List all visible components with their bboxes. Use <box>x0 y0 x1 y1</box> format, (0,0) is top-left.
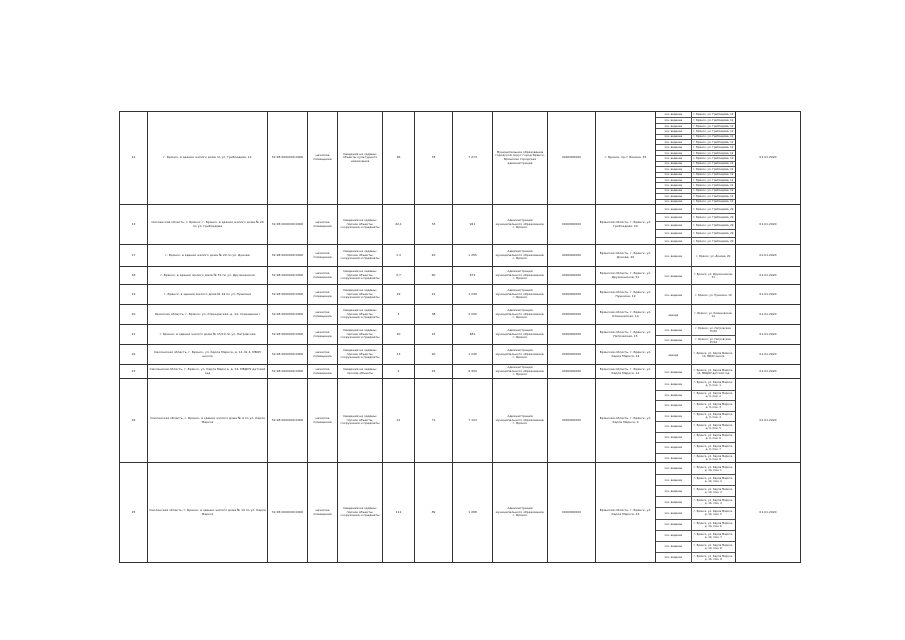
right-type-cell: хоз. ведение <box>656 189 692 193</box>
premises-subrow <box>656 421 735 432</box>
type-cell: нежилое помещение <box>308 345 338 364</box>
premises-address-cell: г. Брянск, ул. Петровская, 15/10 <box>695 327 732 333</box>
premises-subrow <box>656 442 735 453</box>
right-type-cell: хоз. ведение <box>656 433 692 443</box>
inn-cell: 0000000000 <box>548 379 596 462</box>
cost-cell: 672 <box>453 267 493 284</box>
area-cell: 19 <box>383 285 415 304</box>
purpose-cell: Сведения не заданы; прочие объекты, сооружения и предметы <box>338 285 383 304</box>
holder-addr-cell: Брянская область, г. Брянск, ул. Карла Маркса, 14 <box>596 345 656 364</box>
holder-cell: Администрация муниципального образования, г. Брянск <box>493 205 548 244</box>
right-type-cell: хоз. ведение <box>656 167 692 171</box>
address-cell: г. Брянск, в здании жилого дома № 51 по ул. Дружинников <box>148 267 268 284</box>
premises-sublist <box>656 112 736 204</box>
holder-addr-cell: Брянская область, г. Брянск, ул. Клинцовская, 14 <box>596 305 656 324</box>
type-cell: нежилое помещение <box>308 365 338 378</box>
premises-address-cell: г. Брянск, ул. Карла Маркса, д. 9, пом. 4 <box>693 413 733 420</box>
premises-sublist <box>656 305 736 324</box>
right-type-cell: хоз. ведение <box>656 162 692 166</box>
cadastral-cell: 32:28:0000000:0000 <box>268 267 308 284</box>
num-cell: 22 <box>120 345 148 364</box>
premises-address-cell: г. Брянск, ул. Петровская, 15/10 <box>695 337 732 344</box>
floors-cell: 20 <box>415 345 453 364</box>
premises-address-cell: г. Брянск, ул. Карла Маркса, 14, МБДОУ детский сад <box>693 369 733 375</box>
right-type-cell: хоз. ведение <box>656 412 692 422</box>
premises-subrow <box>656 325 735 335</box>
premises-address-cell: г. Брянск, ул. Грибоедова, 20 <box>693 240 734 243</box>
right-type-cell: хоз. ведение <box>656 325 692 335</box>
cost-cell: 1 268 <box>453 463 493 562</box>
right-type-cell: хоз. ведение <box>656 112 692 117</box>
date-cell: 01.01.2020 <box>759 291 777 296</box>
property-register-table <box>119 111 801 563</box>
type-cell: нежилое помещение <box>308 325 338 344</box>
purpose-cell: Сведения не заданы; прочие объекты <box>338 365 383 378</box>
premises-subrow <box>656 267 735 285</box>
type-cell: нежилое помещение <box>308 379 338 462</box>
premises-address-cell: г. Брянск, ул. Карла Маркса, д. 9, пом. 1 <box>693 381 733 388</box>
purpose-cell: Сведения не заданы; прочие объекты, сооружения и предметы <box>338 379 383 462</box>
premises-address-cell: г. Брянск, ул. Грибоедова, 12 <box>693 151 734 155</box>
purpose-cell: Сведения не заданы; объекты культурного назначения <box>338 112 383 204</box>
premises-sublist <box>656 325 736 344</box>
floors-cell: 78 <box>415 112 453 204</box>
cadastral-cell: 32:28:0000000:0000 <box>268 325 308 344</box>
holder-addr-cell: Брянская область, г. Брянск, ул. Карла Маркса, 14 <box>596 463 656 562</box>
date-cell: 01.01.2020 <box>759 417 777 422</box>
date-cell: 01.01.2020 <box>759 509 777 514</box>
table-row <box>120 204 800 244</box>
premises-address-cell: г. Брянск, ул. Грибоедова, 12 <box>693 113 734 117</box>
holder-cell: Администрация муниципального образования, г. Брянск <box>493 267 548 284</box>
cost-cell: 9 304 <box>453 365 493 378</box>
premises-address-cell: г. Брянск, ул. Карла Маркса, д. 14, пом. 3 <box>693 488 733 495</box>
premises-subrow <box>656 345 735 365</box>
premises-subrow <box>656 552 735 563</box>
date-cell: 01.01.2020 <box>759 272 777 277</box>
right-type-cell: хоз. ведение <box>656 285 692 305</box>
premises-address-cell: г. Брянск, ул. Клинцовская, 14 <box>694 312 733 318</box>
inn-cell: 0000000000 <box>548 112 596 204</box>
premises-address-cell: г. Брянск, ул. Грибоедова, 20 <box>693 232 734 235</box>
premises-address-cell: г. Брянск, ул. Грибоедова, 12 <box>693 140 734 144</box>
date-cell: 01.01.2020 <box>759 221 777 226</box>
premises-subrow <box>656 221 735 229</box>
table-row <box>120 378 800 462</box>
cadastral-cell: 32:28:0000000:0000 <box>268 379 308 462</box>
premises-subrow <box>656 229 735 237</box>
floors-cell: 20 <box>415 245 453 266</box>
date-cell: 01.01.2020 <box>759 311 777 316</box>
right-type-cell: хоз. ведение <box>656 245 692 267</box>
num-cell: 17 <box>120 245 148 266</box>
premises-subrow <box>656 400 735 411</box>
floors-cell: 71 <box>415 379 453 462</box>
holder-cell: Администрация муниципального образования, г. Брянск <box>493 365 548 378</box>
right-type-cell: хоз. ведение <box>656 336 692 345</box>
address-cell: Смоленская область, г. Брянск, ул. Карла Маркса, д. 14, МБДОУ детский сад <box>148 365 268 378</box>
right-type-cell: хоз. ведение <box>656 475 692 485</box>
right-type-cell: хоз. ведение <box>656 238 692 245</box>
premises-subrow <box>656 213 735 221</box>
premises-address-cell: г. Брянск, ул. Грибоедова, 12 <box>693 173 734 177</box>
date-cell: 01.01.2020 <box>759 368 777 373</box>
premises-address-cell: г. Брянск, ул. Карла Маркса, д. 9, пом. 6 <box>693 434 733 441</box>
num-cell: 12 <box>120 112 148 204</box>
premises-subrow <box>656 365 735 379</box>
area-cell: 112 <box>383 463 415 562</box>
purpose-cell: Сведения не заданы; прочие объекты, сооружения и предметы <box>338 345 383 364</box>
floors-cell: 89 <box>415 463 453 562</box>
right-type-cell: хоз. ведение <box>656 401 692 411</box>
type-cell: нежилое помещение <box>308 245 338 266</box>
premises-subrow <box>656 411 735 422</box>
address-cell: Брянская область, г. Брянск, ул. Клинцовская, д. 14, помещение I <box>148 305 268 324</box>
right-type-cell: хоз. ведение <box>656 214 692 221</box>
inn-cell: 0000000000 <box>548 365 596 378</box>
premises-subrow <box>656 485 735 496</box>
right-type-cell: хоз. ведение <box>656 454 692 464</box>
premises-subrow <box>656 432 735 443</box>
cadastral-cell: 32:28:0000000:0000 <box>268 463 308 562</box>
date-cell: 01.01.2020 <box>759 252 777 257</box>
table-row <box>120 364 800 378</box>
premises-sublist <box>656 267 736 284</box>
premises-address-cell: г. Брянск, ул. Грибоедова, 12 <box>693 119 734 123</box>
premises-address-cell: г. Брянск, ул. Грибоедова, 20 <box>693 216 734 219</box>
table-row <box>120 344 800 364</box>
type-cell: нежилое помещение <box>308 267 338 284</box>
holder-cell: Администрация муниципального образования, г. Брянск <box>493 463 548 562</box>
inn-cell: 0000000000 <box>548 205 596 244</box>
inn-cell: 0000000000 <box>548 245 596 266</box>
premises-sublist <box>656 345 736 364</box>
holder-addr-cell: Брянская область, г. Брянск, ул. Петровская, 15 <box>596 325 656 344</box>
cost-cell: 1 205 <box>453 245 493 266</box>
premises-sublist <box>656 463 736 562</box>
right-type-cell: хоз. ведение <box>656 129 692 133</box>
right-type-cell: хоз. ведение <box>656 531 692 541</box>
inn-cell: 0000000000 <box>548 285 596 304</box>
premises-address-cell: г. Брянск, ул. Карла Маркса, д. 9, пом. 3 <box>693 402 733 409</box>
holder-cell: Администрация муниципального образования, г. Брянск <box>493 245 548 266</box>
table-row <box>120 304 800 324</box>
inn-cell: 0000000000 <box>548 345 596 364</box>
purpose-cell: Сведения не заданы; прочие объекты, сооружения и предметы <box>338 325 383 344</box>
premises-subrow <box>656 507 735 518</box>
premises-subrow <box>656 530 735 541</box>
right-type-cell: хоз. ведение <box>656 391 692 401</box>
right-type-cell: хоз. ведение <box>656 200 692 204</box>
purpose-cell: Сведения не заданы; прочие объекты, сооружения и предметы <box>338 463 383 562</box>
cadastral-cell: 32:28:0000000:0000 <box>268 112 308 204</box>
premises-sublist <box>656 205 736 244</box>
inn-cell: 0000000000 <box>548 463 596 562</box>
premises-subrow <box>656 541 735 552</box>
premises-address-cell: г. Брянск, ул. Грибоедова, 12 <box>693 124 734 128</box>
premises-address-cell: г. Брянск, ул. Карла Маркса, д. 14, пом. 7 <box>693 532 733 539</box>
right-type-cell: хоз. ведение <box>656 222 692 229</box>
premises-address-cell: г. Брянск, ул. Карла Маркса, д. 9, пом. 8 <box>693 455 733 462</box>
holder-addr-cell: Брянская область, г. Брянск, ул. Карла Маркса, 9 <box>596 379 656 462</box>
holder-addr-cell: Брянская область, г. Брянск, ул. Донова, 20 <box>596 245 656 266</box>
date-cell: 01.01.2020 <box>759 331 777 336</box>
purpose-cell: Сведения не заданы; прочие объекты, сооружения и предметы <box>338 267 383 284</box>
type-cell: нежилое помещение <box>308 112 338 204</box>
holder-addr-cell: Брянская область, г. Брянск, ул. Карла Маркса, 14 <box>596 365 656 378</box>
type-cell: нежилое помещение <box>308 205 338 244</box>
premises-address-cell: г. Брянск, ул. Карла Маркса, д. 9, пом. 5 <box>693 423 733 430</box>
right-type-cell: хоз. ведение <box>656 508 692 518</box>
num-cell: 24 <box>120 379 148 462</box>
premises-subrow <box>656 285 735 305</box>
cadastral-cell: 32:28:0000000:0000 <box>268 345 308 364</box>
table-row <box>120 266 800 284</box>
premises-subrow <box>656 496 735 507</box>
right-type-cell: хоз. ведение <box>656 173 692 177</box>
cadastral-cell: 32:28:0000000:0000 <box>268 285 308 304</box>
right-type-cell: хоз. ведение <box>656 151 692 155</box>
holder-addr-cell: Брянская область, г. Брянск, ул. Пушкина, 19 <box>596 285 656 304</box>
holder-addr-cell: г. Брянск, пр-т Ленина, 35 <box>596 112 656 204</box>
right-type-cell: хоз. ведение <box>656 156 692 160</box>
right-type-cell: хоз. ведение <box>656 135 692 139</box>
right-type-cell: хоз. ведение <box>656 443 692 453</box>
right-type-cell: хоз. ведение <box>656 553 692 563</box>
premises-address-cell: г. Брянск, ул. Грибоедова, 20 <box>693 207 734 211</box>
table-row <box>120 284 800 304</box>
holder-addr-cell: Брянская область, г. Брянск, ул. Дружинников, 51 <box>596 267 656 284</box>
premises-address-cell: г. Брянск, ул. Карла Маркса, д. 14, пом. 9 <box>693 554 733 561</box>
area-cell: 4 <box>383 365 415 378</box>
holder-cell: Администрация муниципального образования, г. Брянск <box>493 379 548 462</box>
right-type-cell: хоз. ведение <box>656 486 692 496</box>
floors-cell: 33 <box>415 205 453 244</box>
premises-address-cell: г. Брянск, ул. Грибоедова, 12 <box>693 162 734 166</box>
address-cell: Смоленская область, г. Брянск, в здании жилого дома № 14 по ул. Карла Маркса <box>148 463 268 562</box>
num-cell: 25 <box>120 463 148 562</box>
table-row <box>120 462 800 562</box>
premises-subrow <box>656 474 735 485</box>
premises-address-cell: г. Брянск, ул. Карла Маркса, д. 14, пом. 1 <box>693 465 733 472</box>
cost-cell: 7 274 <box>453 112 493 204</box>
purpose-cell: Сведения не заданы; прочие объекты, сооружения и предметы <box>338 305 383 324</box>
premises-sublist <box>656 245 736 266</box>
area-cell: 20 <box>383 325 415 344</box>
cadastral-cell: 32:28:0000000:0000 <box>268 245 308 266</box>
holder-cell: Администрация муниципального образования, г. Брянск <box>493 345 548 364</box>
premises-address-cell: г. Брянск, ул. Дружинников, 51 <box>693 273 733 279</box>
purpose-cell: Сведения не заданы; прочие объекты, сооружения и предметы <box>338 205 383 244</box>
premises-address-cell: г. Брянск, ул. Грибоедова, 12 <box>693 178 734 182</box>
num-cell: 13 <box>120 205 148 244</box>
inn-cell: 0000000000 <box>548 325 596 344</box>
premises-address-cell: г. Брянск, ул. Грибоедова, 12 <box>693 184 734 188</box>
num-cell: 21 <box>120 325 148 344</box>
address-cell: Смоленская область, г. Брянск, ул. Карла Маркса, д. 14, № 2, МБОУ школа <box>148 345 268 364</box>
num-cell: 20 <box>120 305 148 324</box>
right-type-cell: хоз. ведение <box>656 230 692 237</box>
right-type-cell: хоз. ведение <box>656 205 692 213</box>
holder-cell: Администрация муниципального образования, г. Брянск <box>493 325 548 344</box>
premises-subrow <box>656 205 735 213</box>
inn-cell: 0000000000 <box>548 305 596 324</box>
cost-cell: 2 000 <box>453 305 493 324</box>
premises-address-cell: г. Брянск, ул. Грибоедова, 20 <box>693 224 734 227</box>
premises-subrow <box>656 463 735 474</box>
premises-address-cell: г. Брянск, ул. Карла Маркса, д. 9, пом. 2 <box>693 392 733 399</box>
premises-address-cell: г. Брянск, ул. Грибоедова, 12 <box>693 129 734 133</box>
premises-address-cell: г. Брянск, ул. Пушкина, 19 <box>695 293 732 297</box>
floors-cell: 60 <box>415 267 453 284</box>
premises-address-cell: г. Брянск, ул. Карла Маркса, д. 14, пом. 4 <box>693 499 733 506</box>
area-cell: 42,1 <box>383 205 415 244</box>
num-cell: 19 <box>120 285 148 304</box>
premises-sublist <box>656 285 736 304</box>
right-type-cell: хоз. ведение <box>656 194 692 198</box>
right-type-cell: хоз. ведение <box>656 379 692 390</box>
right-type-cell: хоз. ведение <box>656 422 692 432</box>
cost-cell: 7 124 <box>453 379 493 462</box>
premises-subrow <box>656 519 735 530</box>
right-type-cell: хоз. ведение <box>656 497 692 507</box>
inn-cell: 0000000000 <box>548 267 596 284</box>
type-cell: нежилое помещение <box>308 285 338 304</box>
cadastral-cell: 32:28:0000000:0000 <box>268 305 308 324</box>
right-type-cell: хоз. ведение <box>656 183 692 187</box>
cost-cell: 921 <box>453 205 493 244</box>
premises-address-cell: г. Брянск, ул. Карла Маркса, д. 14, пом. 2 <box>693 477 733 484</box>
type-cell: нежилое помещение <box>308 305 338 324</box>
cost-cell: 1 240 <box>453 345 493 364</box>
premises-subrow <box>656 245 735 267</box>
premises-address-cell: г. Брянск, ул. Карла Маркса, д. 14, пом. 6 <box>693 521 733 528</box>
floors-cell: 38 <box>415 305 453 324</box>
holder-cell: Администрация муниципального образования, г. Брянск <box>493 285 548 304</box>
address-cell: г. Брянск, в здании жилого дома по ул. Грибоедова, 12 <box>148 112 268 204</box>
premises-address-cell: г. Брянск, ул. Грибоедова, 12 <box>693 189 734 193</box>
table-row <box>120 112 800 204</box>
address-cell: г. Брянск, в здании жилого дома № 19 по ул. Пушкина <box>148 285 268 304</box>
num-cell: 23 <box>120 365 148 378</box>
premises-address-cell: г. Брянск, ул. Грибоедова, 12 <box>693 167 734 171</box>
area-cell: 1,3 <box>383 245 415 266</box>
date-cell: 01.01.2020 <box>759 351 777 356</box>
area-cell: 13 <box>383 345 415 364</box>
premises-address-cell: г. Брянск, ул. Карла Маркса, д. 9, пом. 7 <box>693 444 733 451</box>
right-type-cell: аренда <box>656 345 692 365</box>
address-cell: г. Брянск, в здании жилого дома № 15/10 по ул. Петровская <box>148 325 268 344</box>
area-cell: 21 <box>383 379 415 462</box>
holder-cell: Администрация муниципального образования, г. Брянск <box>493 305 548 324</box>
area-cell: 3 <box>383 305 415 324</box>
table-row <box>120 244 800 266</box>
premises-sublist <box>656 365 736 378</box>
holder-cell: Муниципальное образование городской округ город Брянск, Брянская городская администрация <box>493 112 548 204</box>
cost-cell: 1 249 <box>453 285 493 304</box>
holder-addr-cell: Брянская область, г. Брянск, ул. Грибоедова, 20 <box>596 205 656 244</box>
premises-address-cell: г. Брянск, ул. Грибоедова, 12 <box>693 200 734 204</box>
cost-cell: 681 <box>453 325 493 344</box>
address-cell: г. Брянск, в здании жилого дома № 20 по ул. Донова <box>148 245 268 266</box>
right-type-cell: хоз. ведение <box>656 178 692 182</box>
address-cell: Смоленская область, г. Брянск, г. Брянск, в здании жилого дома № 20 по ул. Грибоедова <box>148 205 268 244</box>
type-cell: нежилое помещение <box>308 463 338 562</box>
table-row <box>120 324 800 344</box>
area-cell: 96 <box>383 112 415 204</box>
premises-address-cell: г. Брянск, ул. Грибоедова, 12 <box>693 146 734 150</box>
right-type-cell: аренда <box>656 305 692 325</box>
premises-address-cell: г. Брянск, ул. Карла Маркса, 14, МБОУ школа <box>693 352 733 358</box>
premises-address-cell: г. Брянск, ул. Грибоедова, 12 <box>693 194 734 198</box>
right-type-cell: хоз. ведение <box>656 124 692 128</box>
right-type-cell: хоз. ведение <box>656 267 692 285</box>
premises-address-cell: г. Брянск, ул. Карла Маркса, д. 14, пом. 8 <box>693 543 733 550</box>
purpose-cell: Сведения не заданы; прочие объекты, сооружения и предметы <box>338 245 383 266</box>
date-cell: 01.01.2020 <box>759 155 777 160</box>
right-type-cell: хоз. ведение <box>656 463 692 474</box>
floors-cell: 15 <box>415 325 453 344</box>
floors-cell: 21 <box>415 285 453 304</box>
right-type-cell: хоз. ведение <box>656 542 692 552</box>
cadastral-cell: 32:28:0000000:0000 <box>268 205 308 244</box>
floors-cell: 25 <box>415 365 453 378</box>
premises-address-cell: г. Брянск, ул. Грибоедова, 12 <box>693 135 734 139</box>
premises-address-cell: г. Брянск, ул. Карла Маркса, д. 14, пом. 5 <box>693 510 733 517</box>
right-type-cell: хоз. ведение <box>656 365 692 379</box>
premises-subrow <box>656 390 735 401</box>
premises-subrow <box>656 379 735 390</box>
right-type-cell: хоз. ведение <box>656 520 692 530</box>
premises-address-cell: г. Брянск, ул. Грибоедова, 12 <box>693 156 734 160</box>
cadastral-cell: 32:28:0000000:0000 <box>268 365 308 378</box>
premises-sublist <box>656 379 736 462</box>
num-cell: 18 <box>120 267 148 284</box>
address-cell: Смоленская область, г. Брянск, в здании жилого дома № 9 по ул. Карла Маркса <box>148 379 268 462</box>
right-type-cell: хоз. ведение <box>656 145 692 149</box>
premises-address-cell: г. Брянск, ул. Донова, 20 <box>696 254 731 258</box>
area-cell: 2,7 <box>383 267 415 284</box>
right-type-cell: хоз. ведение <box>656 118 692 122</box>
right-type-cell: хоз. ведение <box>656 140 692 144</box>
premises-subrow <box>656 305 735 325</box>
